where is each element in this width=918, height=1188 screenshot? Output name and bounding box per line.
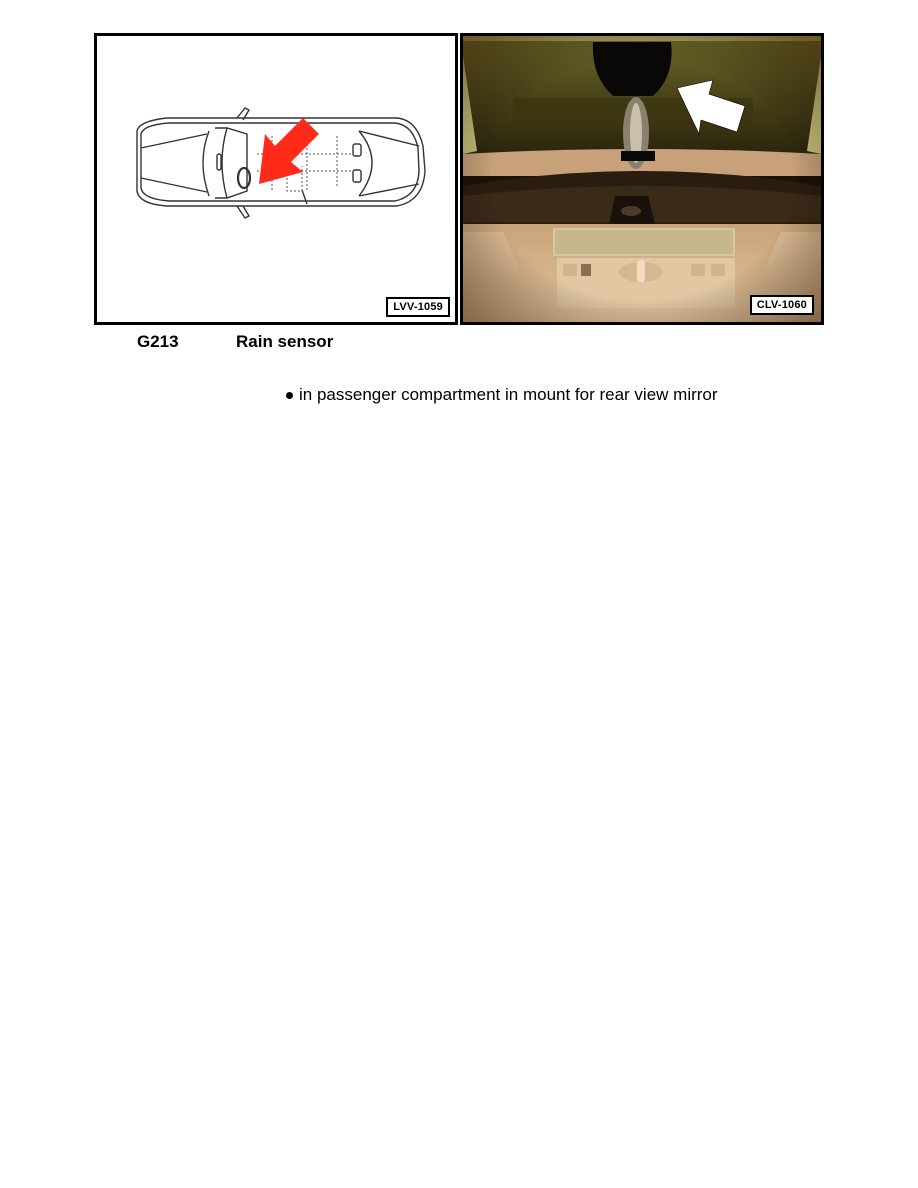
location-notes (285, 384, 755, 406)
figure-label: LVV-1059 (386, 297, 450, 317)
red-arrow-icon (259, 118, 319, 184)
figure-car-diagram (94, 33, 458, 325)
component-title: Rain sensor (236, 332, 334, 351)
mirror-mount-photo (463, 36, 821, 322)
bullet-icon (286, 392, 293, 399)
component-code: G213 (137, 332, 179, 351)
figure-mirror-photo (460, 33, 824, 325)
list-item (285, 384, 755, 406)
car-top-view-drawing (97, 36, 455, 322)
list-item-text: in passenger compartment in mount for rear view mirror (299, 385, 718, 404)
figure-label: CLV-1060 (750, 295, 814, 315)
